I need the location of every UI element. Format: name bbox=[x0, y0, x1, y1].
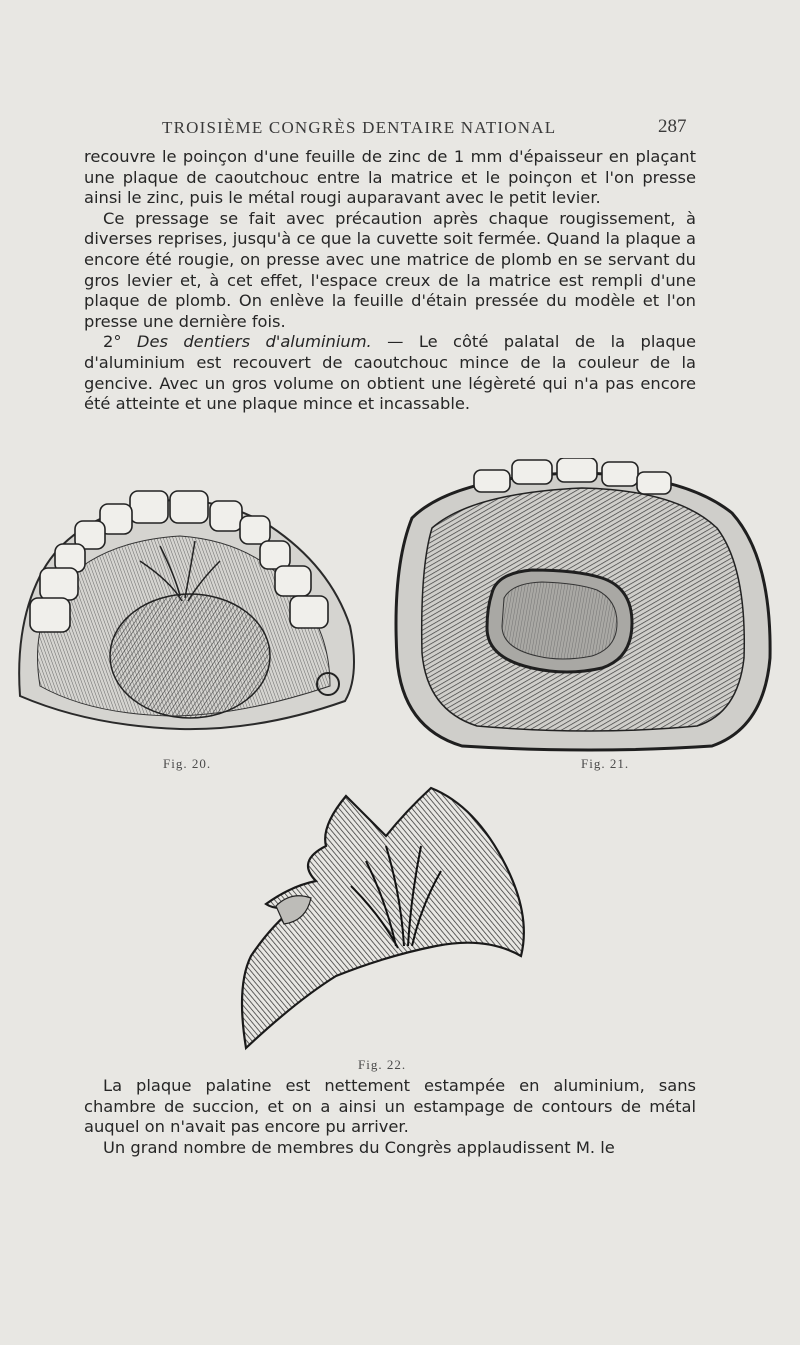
paragraph: recouvre le poinçon d'une feuille de zinc de 1 mm d'épaisseur en plaçant une plaque de caoutchouc entre la matrice et le poinçon et l'on presse ainsi le zinc, puis le métal rougi auparavant avec le petit levier. bbox=[84, 147, 696, 208]
paragraph: La plaque palatine est nettement estampée en aluminium, sans chambre de succion, et on a ainsi un estampage de contours de métal auquel on n'avait pas encore pu arriver. bbox=[84, 1076, 696, 1137]
figure-21-caption: Fig. 21. bbox=[581, 756, 630, 771]
figure-21-illustration bbox=[392, 458, 782, 753]
paragraph: Un grand nombre de membres du Congrès applaudissent M. le bbox=[103, 1137, 615, 1157]
figure-22-caption: Fig. 22. bbox=[358, 1057, 407, 1072]
body-text-bottom bbox=[84, 1076, 696, 1158]
figure-22-illustration bbox=[236, 786, 532, 1052]
paragraph: Ce pressage se fait avec précaution après chaque rougissement, à diverses reprises, jusqu'à ce que la cuvette soit fermée. Quand la plaque a encore été rougie, on presse avec une matrice de plomb en se servant du gros levier et, à cet effet, l'espace creux de la matrice est rempli d'une plaque de plomb. On enlève la feuille d'étain pressée du modèle et l'on presse une dernière fois. bbox=[84, 208, 696, 331]
paragraph bbox=[84, 332, 696, 414]
body-text-top bbox=[84, 147, 696, 415]
figure-20-caption: Fig. 20. bbox=[163, 756, 212, 771]
page-number: 287 bbox=[658, 116, 687, 137]
section-title: Des dentiers d'aluminium. bbox=[136, 332, 372, 352]
page-header bbox=[0, 116, 800, 142]
figure-20-illustration bbox=[10, 486, 365, 736]
section-number: 2° bbox=[103, 332, 122, 352]
paragraph-rest: — Le côté palatal de la plaque d'aluminium est recouvert de caoutchouc mince de la couleur de la gencive. Avec un gros volume on obtient une légèreté qui n'a pas encore été atteinte et une plaque mince et incassable. bbox=[84, 332, 696, 414]
running-title: TROISIÈME CONGRÈS DENTAIRE NATIONAL bbox=[162, 118, 557, 137]
